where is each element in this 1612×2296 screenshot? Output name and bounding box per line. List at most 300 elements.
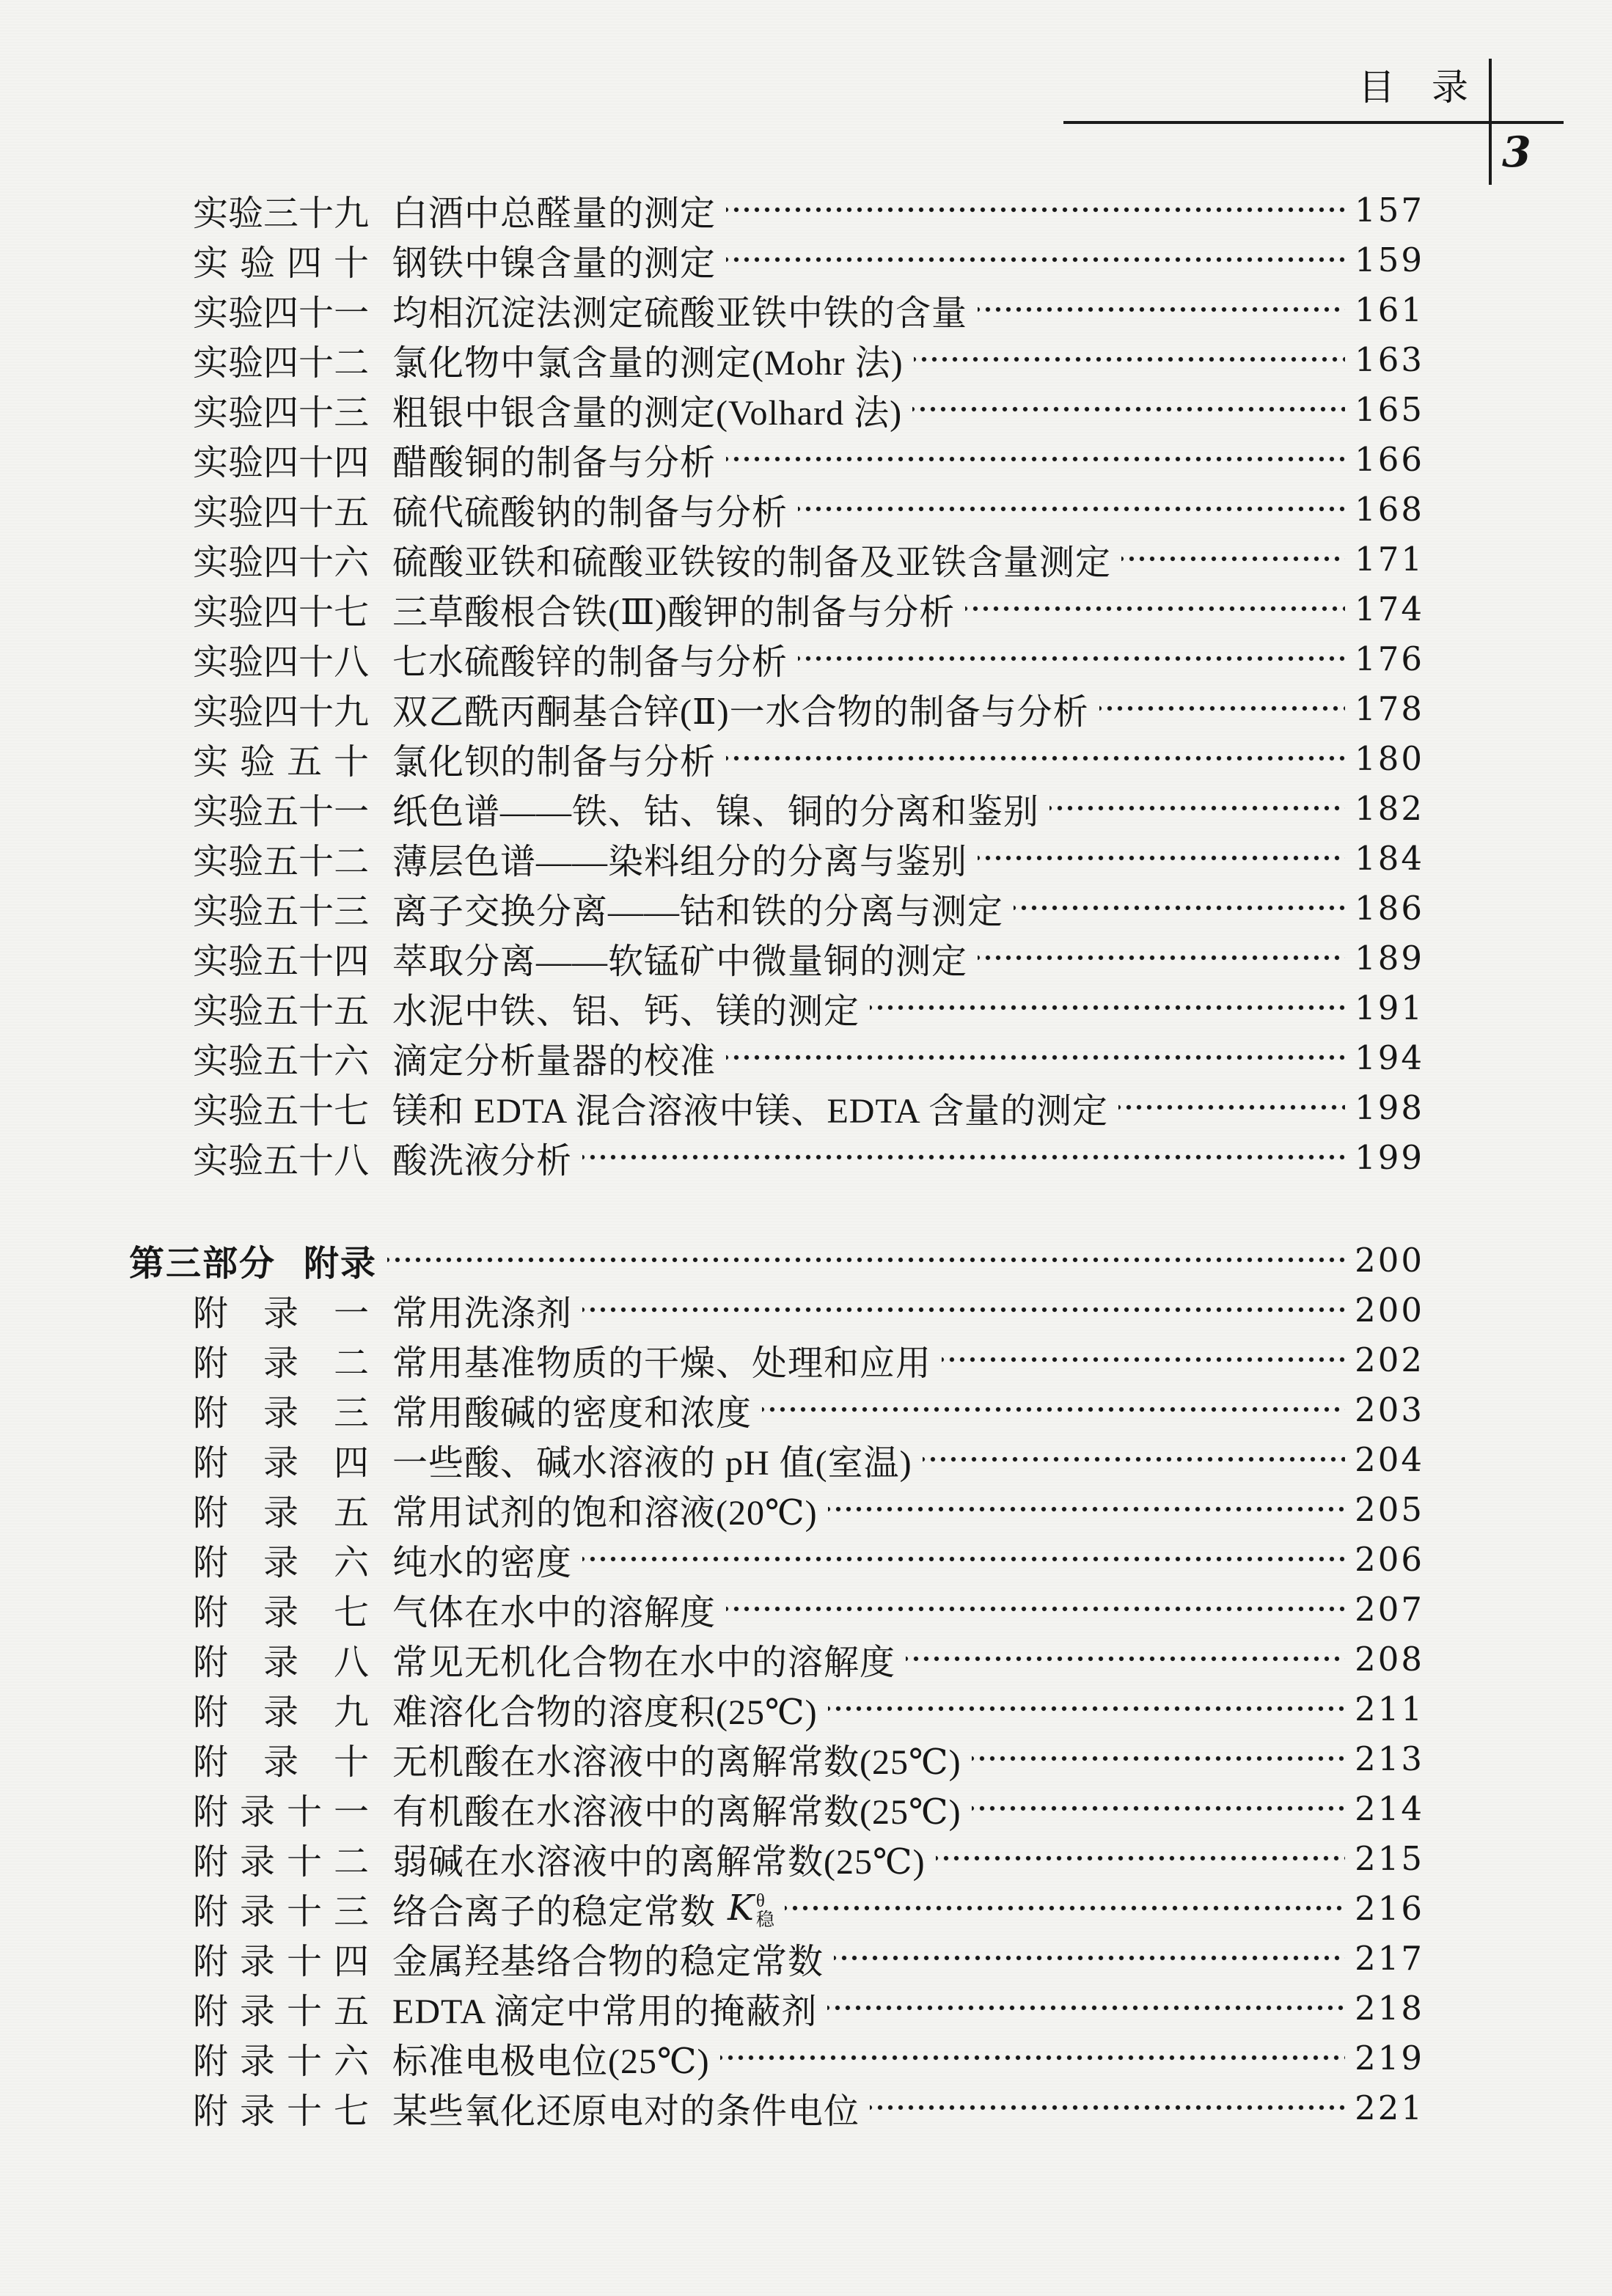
toc-row-title: 某些氧化还原电对的条件电位 — [392, 2091, 860, 2131]
dot-leader — [762, 1384, 1345, 1434]
label-char: 验 — [228, 493, 264, 532]
label-char: 三 — [333, 1892, 369, 1932]
dot-leader — [912, 384, 1345, 434]
toc-row — [0, 1384, 1612, 1434]
label-char: 实 — [193, 343, 229, 383]
label-char: 实 — [193, 1091, 229, 1131]
label-char: 实 — [193, 243, 229, 283]
dot-leader — [582, 1534, 1345, 1584]
toc-row — [0, 1132, 1612, 1182]
toc-row-page: 157 — [1355, 190, 1424, 230]
dot-leader — [798, 634, 1345, 683]
toc-row-page: 163 — [1355, 340, 1424, 379]
label-char: 五 — [263, 1041, 299, 1081]
label-char: 验 — [228, 792, 264, 832]
toc-row-title: 气体在水中的溶解度 — [392, 1593, 717, 1632]
toc-row — [0, 2083, 1612, 2132]
label-char: 十 — [298, 1141, 334, 1181]
label-char: 录 — [239, 1942, 275, 1981]
label-char: 录 — [239, 2091, 275, 2131]
label-char: 实 — [193, 642, 229, 682]
label-char: 一 — [334, 792, 370, 832]
toc-row-label — [193, 634, 369, 684]
dot-leader — [870, 983, 1345, 1033]
label-char: 附 — [193, 2042, 229, 2081]
label-char: 实 — [193, 942, 229, 981]
toc-row-page: 208 — [1355, 1639, 1424, 1679]
toc-row — [0, 334, 1612, 384]
toc-row-page: 189 — [1355, 938, 1424, 978]
label-char: 三 — [334, 393, 370, 433]
toc-row — [0, 1783, 1612, 1833]
label-char: 四 — [263, 443, 299, 483]
toc-row-title: 纸色谱——铁、钴、镍、铜的分离和鉴别 — [392, 792, 1040, 832]
label-char: 四 — [333, 1443, 369, 1483]
toc-row — [0, 983, 1612, 1033]
label-char: 一 — [333, 1792, 369, 1832]
label-char: 五 — [263, 792, 299, 832]
label-char: 二 — [334, 343, 370, 383]
label-char: 六 — [333, 2042, 369, 2081]
toc-row-page: 205 — [1355, 1489, 1424, 1529]
toc-row-label — [193, 1434, 369, 1485]
label-char: 十 — [298, 792, 334, 832]
toc-row — [0, 1933, 1612, 1983]
toc-row-page: 219 — [1355, 2038, 1424, 2077]
label-char: 实 — [193, 1041, 229, 1081]
label-char: 实 — [193, 792, 229, 832]
label-char: 五 — [334, 991, 370, 1031]
label-char: 录 — [263, 1543, 298, 1582]
toc-row-page: 211 — [1355, 1689, 1424, 1728]
toc-row-page: 166 — [1355, 439, 1424, 479]
dot-leader — [726, 1033, 1345, 1082]
label-char: 附 — [193, 1842, 229, 1882]
toc-row — [0, 235, 1612, 285]
label-char: 录 — [263, 1692, 298, 1732]
toc-row-label — [193, 983, 369, 1033]
dot-leader — [936, 1833, 1345, 1883]
toc-row-label — [193, 683, 369, 734]
label-char: 五 — [263, 942, 299, 981]
label-char: 一 — [334, 293, 370, 333]
dot-leader — [720, 2033, 1345, 2083]
label-char: 实 — [193, 543, 229, 582]
toc-row-title: 标准电极电位(25℃) — [392, 2042, 710, 2081]
toc-row-page: 200 — [1355, 1240, 1424, 1280]
toc-row — [0, 1033, 1612, 1082]
label-char: 十 — [333, 742, 369, 782]
toc-row — [0, 534, 1612, 584]
label-char: 附 — [193, 1742, 229, 1782]
dot-leader — [726, 185, 1345, 235]
toc-row — [0, 1082, 1612, 1132]
toc-row-page: 165 — [1355, 389, 1424, 429]
label-char: 六 — [333, 1543, 369, 1582]
label-char: 实 — [193, 692, 229, 732]
toc-row-title: 双乙酰丙酮基合锌(Ⅱ)一水合物的制备与分析 — [392, 692, 1089, 732]
label-char: 验 — [228, 991, 264, 1031]
toc-row-title: 离子交换分离——钴和铁的分离与测定 — [392, 892, 1004, 931]
toc-row-title: 无机酸在水溶液中的离解常数(25℃) — [392, 1742, 961, 1782]
label-char: 六 — [334, 543, 370, 582]
toc-row — [0, 933, 1612, 983]
label-char: 十 — [298, 293, 334, 333]
toc-row-page: 221 — [1355, 2088, 1424, 2127]
toc-row-title: 硫代硫酸钠的制备与分析 — [392, 493, 788, 532]
label-char: 验 — [228, 194, 264, 233]
toc-row-title: 水泥中铁、铝、钙、镁的测定 — [392, 991, 860, 1031]
toc-row-title: 七水硫酸锌的制备与分析 — [392, 642, 788, 682]
toc-row-label — [193, 285, 369, 335]
label-char: 验 — [228, 293, 264, 333]
toc-row-label — [193, 1132, 369, 1183]
toc-row-page: 178 — [1355, 689, 1424, 728]
formula-superscript: θ — [755, 1890, 765, 1911]
section-title: 附录 — [304, 1244, 378, 1283]
toc-row — [0, 733, 1612, 783]
dot-leader — [726, 1584, 1345, 1634]
formula-subscript: 稳 — [755, 1910, 774, 1930]
toc-row — [0, 484, 1612, 534]
toc-row — [0, 584, 1612, 634]
dot-leader — [1099, 683, 1345, 733]
label-char: 录 — [263, 1593, 298, 1632]
toc-row-title: 纯水的密度 — [392, 1543, 573, 1582]
toc-row — [0, 683, 1612, 733]
label-char: 实 — [193, 493, 229, 532]
label-char: 十 — [286, 2091, 322, 2131]
label-char: 实 — [193, 593, 229, 632]
dot-leader — [972, 1734, 1345, 1783]
dot-leader — [582, 1285, 1345, 1335]
label-char: 五 — [263, 1141, 299, 1181]
toc-row-page: 184 — [1355, 838, 1424, 878]
toc-row-page: 182 — [1355, 788, 1424, 828]
label-char: 九 — [334, 194, 370, 233]
dot-leader — [942, 1335, 1345, 1384]
toc-row-page: 206 — [1355, 1539, 1424, 1579]
label-char: 验 — [228, 343, 264, 383]
dot-leader — [978, 833, 1345, 883]
dot-leader — [582, 1132, 1345, 1182]
toc-row-page: 214 — [1355, 1789, 1424, 1828]
dot-leader — [828, 1484, 1345, 1534]
toc-row — [0, 833, 1612, 883]
toc-row-page: 168 — [1355, 489, 1424, 529]
toc-row-title: 弱碱在水溶液中的离解常数(25℃) — [392, 1842, 926, 1882]
toc-row — [0, 1833, 1612, 1883]
label-char: 八 — [334, 1141, 370, 1181]
toc-row-label — [193, 1734, 369, 1784]
toc-row-page: 202 — [1355, 1340, 1424, 1379]
toc-row-label — [193, 1534, 369, 1585]
label-char: 三 — [334, 892, 370, 931]
toc-row-label — [193, 1983, 369, 2033]
toc-row-label — [193, 334, 369, 385]
label-char: 五 — [263, 892, 299, 931]
toc-row-label — [193, 434, 369, 485]
label-char: 验 — [228, 942, 264, 981]
dot-leader — [978, 285, 1345, 334]
label-char: 实 — [193, 293, 229, 333]
label-char: 十 — [298, 593, 334, 632]
label-char: 三 — [263, 194, 299, 233]
label-char: 八 — [333, 1643, 369, 1682]
toc-row — [0, 1484, 1612, 1534]
label-char: 附 — [193, 1692, 229, 1732]
toc-row-label — [193, 1634, 369, 1684]
label-char: 附 — [193, 1543, 229, 1582]
label-char: 验 — [228, 842, 264, 881]
label-char: 四 — [263, 642, 299, 682]
formula-base: K — [728, 1888, 754, 1929]
dot-leader — [726, 235, 1345, 285]
toc-row-title: 醋酸铜的制备与分析 — [392, 443, 717, 483]
label-char: 录 — [263, 1393, 298, 1433]
label-char: 十 — [298, 393, 334, 433]
label-char: 二 — [333, 1842, 369, 1882]
dot-leader — [828, 1684, 1345, 1734]
label-char: 附 — [193, 1643, 229, 1682]
toc-row-title: 络合离子的稳定常数 — [392, 1892, 717, 1932]
toc-row-page: 203 — [1355, 1390, 1424, 1429]
toc-row-page: 171 — [1355, 539, 1424, 579]
toc-row-label — [193, 1883, 369, 1934]
toc-row — [0, 1684, 1612, 1734]
label-char: 十 — [298, 194, 334, 233]
toc-row-title: 白酒中总醛量的测定 — [392, 194, 717, 233]
label-char: 十 — [298, 842, 334, 881]
label-char: 附 — [193, 1792, 229, 1832]
toc-row-title: 三草酸根合铁(Ⅲ)酸钾的制备与分析 — [392, 593, 956, 632]
toc-row-label — [193, 484, 369, 535]
label-char: 实 — [193, 1141, 229, 1181]
toc-row — [0, 1734, 1612, 1783]
toc-row-title: EDTA 滴定中常用的掩蔽剂 — [392, 1992, 818, 2031]
toc-row-page: 218 — [1355, 1988, 1424, 2028]
toc-row-title: 常用试剂的饱和溶液(20℃) — [392, 1493, 818, 1533]
section-spacer — [0, 1182, 1612, 1235]
dot-leader — [834, 1933, 1345, 1983]
label-char: 十 — [286, 1892, 322, 1932]
toc-row-label — [193, 1684, 369, 1734]
toc-row-title: 钢铁中镍含量的测定 — [392, 243, 717, 283]
dot-leader — [785, 1883, 1345, 1933]
dot-leader — [1118, 1082, 1345, 1132]
label-char: 七 — [333, 1593, 369, 1632]
label-char: 实 — [193, 842, 229, 881]
label-char: 附 — [193, 1294, 229, 1333]
label-char: 十 — [286, 1992, 322, 2031]
toc-row-label — [193, 1082, 369, 1133]
toc-row-page: 159 — [1355, 240, 1424, 279]
label-char: 录 — [263, 1742, 298, 1782]
label-char: 七 — [333, 2091, 369, 2131]
label-char: 验 — [228, 543, 264, 582]
toc-row-page: 215 — [1355, 1838, 1424, 1878]
label-char: 三 — [333, 1393, 369, 1433]
toc-row-label — [193, 235, 369, 285]
label-char: 附 — [193, 1593, 229, 1632]
label-char: 二 — [333, 1343, 369, 1383]
label-char: 十 — [298, 543, 334, 582]
label-char: 录 — [263, 1343, 298, 1383]
label-char: 四 — [263, 593, 299, 632]
label-char: 七 — [334, 1091, 370, 1131]
label-char: 四 — [263, 493, 299, 532]
label-char: 验 — [228, 593, 264, 632]
toc-row-label — [193, 1335, 369, 1385]
label-char: 录 — [263, 1443, 298, 1483]
toc-row-page: 176 — [1355, 639, 1424, 678]
label-char: 验 — [228, 393, 264, 433]
toc-row-title: 粗银中银含量的测定(Volhard 法) — [392, 393, 903, 433]
toc-row-title: 一些酸、碱水溶液的 pH 值(室温) — [392, 1443, 912, 1483]
label-char: 验 — [239, 742, 275, 782]
toc-row-page: 161 — [1355, 290, 1424, 329]
label-char: 验 — [228, 692, 264, 732]
label-char: 十 — [286, 1842, 322, 1882]
label-char: 实 — [193, 991, 229, 1031]
dot-leader — [798, 484, 1345, 534]
dot-leader — [726, 434, 1345, 484]
toc-row-page: 200 — [1355, 1290, 1424, 1329]
label-char: 十 — [298, 642, 334, 682]
label-char: 五 — [263, 1091, 299, 1131]
toc-row-page: 213 — [1355, 1739, 1424, 1778]
label-char: 附 — [193, 1992, 229, 2031]
dot-leader — [1014, 883, 1345, 933]
label-char: 四 — [263, 393, 299, 433]
label-char: 录 — [239, 1792, 275, 1832]
toc-row — [0, 783, 1612, 833]
toc-row-label — [193, 1033, 369, 1083]
label-char: 附 — [193, 1493, 229, 1533]
toc-row-label — [193, 883, 369, 934]
toc-row-title: 常用酸碱的密度和浓度 — [392, 1393, 752, 1433]
label-char: 十 — [286, 2042, 322, 2081]
label-char: 附 — [193, 1393, 229, 1433]
toc-row — [0, 1983, 1612, 2033]
stability-constant-formula — [728, 1888, 774, 1929]
toc-row-title: 硫酸亚铁和硫酸亚铁铵的制备及亚铁含量测定 — [392, 543, 1112, 582]
label-char: 录 — [239, 2042, 275, 2081]
label-char: 附 — [193, 1443, 229, 1483]
label-char: 四 — [263, 343, 299, 383]
toc-row-page: 217 — [1355, 1938, 1424, 1978]
label-char: 十 — [298, 1041, 334, 1081]
label-char: 十 — [333, 243, 369, 283]
toc-row — [0, 1584, 1612, 1634]
label-char: 十 — [286, 1942, 322, 1981]
dot-leader — [914, 334, 1345, 384]
dot-leader — [726, 733, 1345, 783]
label-char: 附 — [193, 1942, 229, 1981]
toc-row-page: 180 — [1355, 738, 1424, 778]
label-char: 十 — [298, 692, 334, 732]
toc-row-label — [193, 2033, 369, 2083]
toc-row — [0, 384, 1612, 434]
label-char: 五 — [263, 842, 299, 881]
toc-row-title: 薄层色谱——染料组分的分离与鉴别 — [392, 842, 968, 881]
label-char: 录 — [263, 1493, 298, 1533]
toc-row-page: 174 — [1355, 589, 1424, 628]
dot-leader — [972, 1783, 1345, 1833]
section-label: 第三部分 — [129, 1244, 276, 1283]
page-number: 3 — [1502, 128, 1531, 177]
appendix-list — [0, 1285, 1612, 2132]
label-char: 四 — [334, 443, 370, 483]
toc-row-label — [193, 733, 369, 784]
toc-section-row — [0, 1235, 1612, 1285]
toc-row-label — [193, 1783, 369, 1834]
dot-leader — [906, 1634, 1345, 1684]
toc-row — [0, 1434, 1612, 1484]
label-char: 十 — [298, 493, 334, 532]
toc-row-page: 207 — [1355, 1589, 1424, 1629]
label-char: 十 — [298, 942, 334, 981]
label-char: 五 — [333, 1992, 369, 2031]
toc-row-title: 氯化钡的制备与分析 — [392, 742, 717, 782]
toc-row-label — [193, 833, 369, 884]
label-char: 二 — [334, 842, 370, 881]
toc-row-page: 204 — [1355, 1439, 1424, 1479]
dot-leader — [965, 584, 1345, 634]
header-vertical-line — [1489, 59, 1492, 185]
toc-row-page: 216 — [1355, 1888, 1424, 1928]
label-char: 附 — [193, 2091, 229, 2131]
dot-leader — [1049, 783, 1345, 833]
toc-row — [0, 883, 1612, 933]
label-char: 十 — [298, 443, 334, 483]
toc-row-label — [193, 933, 369, 983]
dot-leader — [870, 2083, 1345, 2132]
label-char: 验 — [228, 642, 264, 682]
label-char: 实 — [193, 443, 229, 483]
label-char: 四 — [263, 543, 299, 582]
toc-row — [0, 1285, 1612, 1335]
label-char: 四 — [263, 692, 299, 732]
toc-row-title: 难溶化合物的溶度积(25℃) — [392, 1692, 818, 1732]
toc-row-page: 191 — [1355, 988, 1424, 1027]
toc-row-label — [193, 2083, 369, 2133]
label-char: 十 — [286, 1792, 322, 1832]
toc-row-title: 萃取分离——软锰矿中微量铜的测定 — [392, 942, 968, 981]
label-char: 录 — [239, 1892, 275, 1932]
label-char: 验 — [228, 1041, 264, 1081]
dot-leader — [827, 1983, 1345, 2033]
label-char: 十 — [298, 892, 334, 931]
toc-row-title: 均相沉淀法测定硫酸亚铁中铁的含量 — [392, 293, 968, 333]
label-char: 录 — [263, 1643, 298, 1682]
label-char: 十 — [298, 1091, 334, 1131]
label-char: 五 — [286, 742, 322, 782]
toc-row-label — [193, 584, 369, 634]
label-char: 录 — [263, 1294, 298, 1333]
label-char: 附 — [193, 1343, 229, 1383]
label-char: 验 — [228, 1141, 264, 1181]
toc-row — [0, 1634, 1612, 1684]
toc-row — [0, 2033, 1612, 2083]
label-char: 九 — [334, 692, 370, 732]
label-char: 五 — [334, 493, 370, 532]
label-char: 实 — [193, 742, 229, 782]
label-char: 九 — [333, 1692, 369, 1732]
label-char: 十 — [298, 343, 334, 383]
toc-row — [0, 285, 1612, 334]
toc-row-title: 镁和 EDTA 混合溶液中镁、EDTA 含量的测定 — [392, 1091, 1108, 1131]
